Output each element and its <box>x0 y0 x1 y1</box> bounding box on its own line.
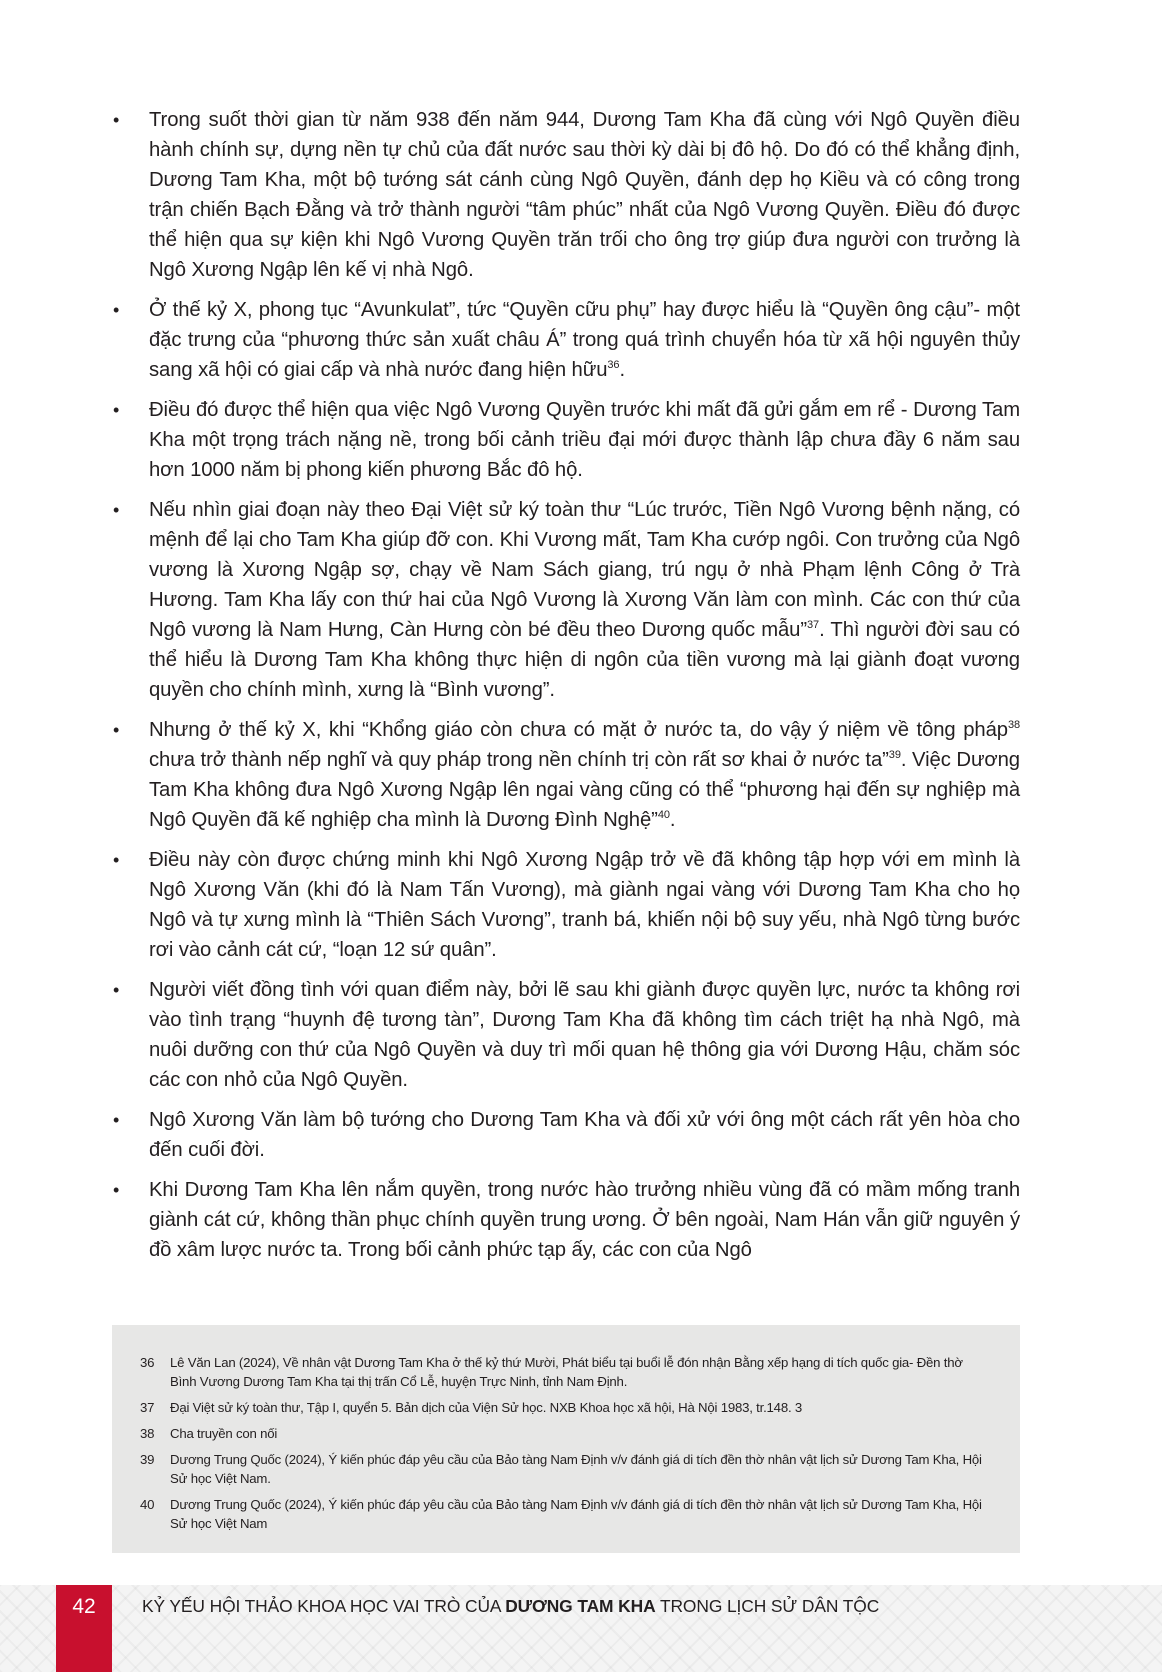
footnote-number: 37 <box>140 1400 155 1415</box>
list-item: • Điều đó được thể hiện qua việc Ngô Vương Quyền trước khi mất đã gửi gắm em rể - Dương Tam Kha một trọng trách nặng nề, trong bối cảnh triều đại mới được thành lập chưa đầy 6 năm sau hơn 1000 năm bị phong kiến phương Bắc đô hộ. <box>112 395 1020 485</box>
page-number: 42 <box>56 1585 112 1672</box>
footnote-text: Dương Trung Quốc (2024), Ý kiến phúc đáp yêu cầu của Bảo tàng Nam Định v/v đánh giá di tích đền thờ nhân vật lịch sử Dương Tam Kha, Hội Sử học Việt Nam. <box>170 1452 982 1486</box>
list-item: • Khi Dương Tam Kha lên nắm quyền, trong nước hào trưởng nhiều vùng đã có mầm mống tranh giành cát cứ, không thần phục chính quyền trung ương. Ở bên ngoài, Nam Hán vẫn giữ nguyên ý đồ xâm lược nước ta. Trong bối cảnh phức tạp ấy, các con của Ngô <box>112 1175 1020 1265</box>
footnote <box>140 1398 992 1417</box>
footnote-number: 38 <box>140 1426 155 1441</box>
bullet-icon: • <box>113 980 120 1000</box>
bullet-icon: • <box>113 1180 120 1200</box>
footnote-text: Đại Việt sử ký toàn thư, Tập I, quyển 5. Bản dịch của Viện Sử học. NXB Khoa học xã hội, Hà Nội 1983, tr.148. 3 <box>170 1400 803 1415</box>
bullet-icon: • <box>113 850 120 870</box>
list-item: • Ngô Xương Văn làm bộ tướng cho Dương Tam Kha và đối xử với ông một cách rất yên hòa cho đến cuối đời. <box>112 1105 1020 1165</box>
bullet-icon: • <box>113 300 120 320</box>
page-footer <box>0 1585 1162 1672</box>
list-item: • Trong suốt thời gian từ năm 938 đến năm 944, Dương Tam Kha đã cùng với Ngô Quyền điều hành chính sự, dựng nền tự chủ của đất nước sau thời kỳ dài bị đô hộ. Do đó có thể khẳng định, Dương Tam Kha, một bộ tướng sát cánh cùng Ngô Quyền, đánh dẹp họ Kiều và có công trong trận chiến Bạch Đằng và trở thành người “tâm phúc” nhất của Ngô Vương Quyền. Điều đó được thể hiện qua sự kiện khi Ngô Vương Quyền trăn trối cho ông trợ giúp đưa người con trưởng là Ngô Xương Ngập lên kế vị nhà Ngô. <box>112 105 1020 285</box>
bullet-icon: • <box>113 400 120 420</box>
list-item: • Ở thế kỷ X, phong tục “Avunkulat”, tức “Quyền cữu phụ” hay được hiểu là “Quyền ông cậu”- một đặc trưng của “phương thức sản xuất châu Á” trong quá trình chuyển hóa từ xã hội nguyên thủy sang xã hội có giai cấp và nhà nước đang hiện hữu$^{36}$. <box>112 295 1020 385</box>
list-item: • Nếu nhìn giai đoạn này theo Đại Việt sử ký toàn thư “Lúc trước, Tiền Ngô Vương bệnh nặng, có mệnh để lại cho Tam Kha giúp đỡ con. Khi Vương mất, Tam Kha cướp ngôi. Con trưởng của Ngô vương là Xương Ngập sợ, chạy về Nam Sách giang, trú ngụ ở nhà Phạm lệnh Công ở Trà Hương. Tam Kha lấy con thứ hai của Ngô Vương là Xương Văn làm con mình. Các con thứ của Ngô vương là Nam Hưng, Càn Hưng còn bé đều theo Dương quốc mẫu”$^{37}$. Thì người đời sau có thể hiểu là Dương Tam Kha không thực hiện di ngôn của tiền vương mà lại giành đoạt vương quyền cho chính mình, xưng là “Bình vương”. <box>112 495 1020 705</box>
footnote <box>140 1353 992 1391</box>
footnote-ref[interactable]: 38 <box>1007 719 1020 732</box>
running-title: KỶ YẾU HỘI THẢO KHOA HỌC VAI TRÒ CỦA DƯƠNG TAM KHA TRONG LỊCH SỬ DÂN TỘC <box>142 1596 880 1616</box>
footnote-number: 40 <box>140 1497 155 1512</box>
footnotes-box <box>112 1325 1020 1553</box>
list-item: • Điều này còn được chứng minh khi Ngô Xương Ngập trở về đã không tập hợp với em mình là Ngô Xương Văn (khi đó là Nam Tấn Vương), mà giành ngai vàng với Dương Tam Kha cho họ Ngô và tự xưng mình là “Thiên Sách Vương”, tranh bá, khiến nội bộ suy yếu, nhà Ngô từng bước rơi vào cảnh cát cứ, “loạn 12 sứ quân”. <box>112 845 1020 965</box>
footnote-ref[interactable]: 37 <box>807 619 820 632</box>
footnote <box>140 1495 992 1533</box>
list-item: • Nhưng ở thế kỷ X, khi “Khổng giáo còn chưa có mặt ở nước ta, do vậy ý niệm về tông pháp$^{38}$ chưa trở thành nếp nghĩ và quy pháp trong nền chính trị còn rất sơ khai ở nước ta”$^{39}$. Việc Dương Tam Kha không đưa Ngô Xương Ngập lên ngai vàng cũng có thể “phương hại đến sự nghiệp mà Ngô Quyền đã kế nghiệp cha mình là Dương Đình Nghệ”$^{40}$. <box>112 715 1020 835</box>
footnote-number: 36 <box>140 1355 155 1370</box>
footnote-ref[interactable]: 36 <box>607 359 620 372</box>
footnote <box>140 1424 992 1443</box>
bullet-icon: • <box>113 720 120 740</box>
bullet-list <box>112 105 1020 1265</box>
footnote-text: Lê Văn Lan (2024), Về nhân vật Dương Tam Kha ở thế kỷ thứ Mười, Phát biểu tại buổi lễ đón nhận Bằng xếp hạng di tích quốc gia- Đền thờ Bình Vương Dương Tam Kha tại thị trấn Cổ Lễ, huyện Trực Ninh, tỉnh Nam Định. <box>170 1355 963 1389</box>
footnote <box>140 1450 992 1488</box>
footnote-text: Cha truyền con nối <box>170 1426 278 1441</box>
footnote-ref[interactable]: 40 <box>657 809 670 822</box>
list-item: • Người viết đồng tình với quan điểm này, bởi lẽ sau khi giành được quyền lực, nước ta không rơi vào tình trạng “huynh đệ tương tàn”, Dương Tam Kha đã không tìm cách triệt hạ nhà Ngô, mà nuôi dưỡng con thứ của Ngô Quyền và duy trì mối quan hệ thông gia với Dương Hậu, chăm sóc các con nhỏ của Ngô Quyền. <box>112 975 1020 1095</box>
bullet-icon: • <box>113 500 120 520</box>
main-content <box>112 105 1020 1275</box>
footnote-ref[interactable]: 39 <box>888 749 901 762</box>
footnote-number: 39 <box>140 1452 155 1467</box>
bullet-icon: • <box>113 1110 120 1130</box>
footnote-text: Dương Trung Quốc (2024), Ý kiến phúc đáp yêu cầu của Bảo tàng Nam Định v/v đánh giá di tích đền thờ nhân vật lịch sử Dương Tam Kha, Hội Sử học Việt Nam <box>170 1497 982 1531</box>
bullet-icon: • <box>113 110 120 130</box>
